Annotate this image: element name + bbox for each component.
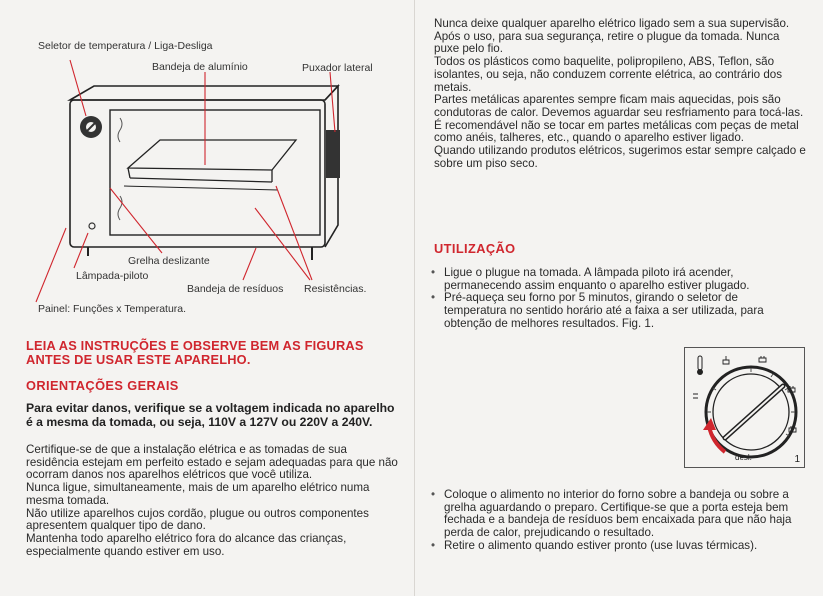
paragraph: É recomendável não se tocar em partes metálicas com peças de metal como anéis, talheres, etc., quando o aparelho estiver ligado. <box>434 118 799 145</box>
label-tray: Bandeja de alumínio <box>152 61 248 73</box>
figure-number: 1 <box>794 454 800 465</box>
label-pilot: Lâmpada-piloto <box>76 270 149 282</box>
paragraph: Após o uso, para sua segurança, retire o plugue da tomada. Nunca puxe pelo fio. <box>434 29 780 56</box>
paragraph: Nunca deixe qualquer aparelho elétrico ligado sem a sua supervisão. <box>434 17 790 30</box>
paragraph: Quando utilizando produtos elétricos, sugerimos estar sempre calçado e sobre um piso seco. <box>434 144 806 170</box>
paragraph: Nunca ligue, simultaneamente, mais de um aparelho elétrico numa mesma tomada. <box>26 481 370 507</box>
section-title-usage: UTILIZAÇÃO <box>434 241 516 256</box>
label-panel: Painel: Funções x Temperatura. <box>38 303 187 315</box>
paragraph: Não utilize aparelhos cujos cordão, plugue ou outros componentes apresentem qualquer tipo de dano. <box>26 506 369 533</box>
voltage-warning: Para evitar danos, verifique se a voltagem indicada no aparelho é a mesma da tomada, ou seja, 110V a 127V ou 220V a 240V. <box>26 401 395 429</box>
usage-bullets-bottom <box>430 489 802 553</box>
list-item: • Pré-aqueça seu forno por 5 minutos, girando o seletor de temperatura no sentido horário até a faixa a ser utilizada, para obtenção de melhores resultados. Fig. 1. <box>430 292 800 330</box>
off-label: desl. <box>735 453 752 462</box>
label-handle: Puxador lateral <box>302 62 373 74</box>
page-divider <box>414 0 415 596</box>
figure-dial <box>684 347 805 468</box>
label-resistances: Resistências. <box>304 283 367 295</box>
paragraph: Partes metálicas aparentes sempre ficam mais aquecidas, pois são condutoras de calor. Devemos aguardar seu resfriamento para tocá-las. <box>434 93 804 119</box>
paragraph: Todos os plásticos como baquelite, polipropileno, ABS, Teflon, são isolantes, ou seja, não conduzem corrente elétrica, ao contrário dos metais. <box>434 55 783 94</box>
label-crumb-tray: Bandeja de resíduos <box>187 283 284 295</box>
label-grill: Grelha deslizante <box>128 255 210 267</box>
list-item: • Coloque o alimento no interior do forno sobre a bandeja ou sobre a grelha aguardando o preparo. Certifique-se que a porta esteja bem fechada e a bandeja de resíduos bem encaixada para que não haja perda de calor, prejudicando o resultado. <box>430 489 802 540</box>
thermometer-icon <box>697 356 703 375</box>
warning-heading: LEIA AS INSTRUÇÕES E OBSERVE BEM AS FIGURAS ANTES DE USAR ESTE APARELHO. <box>26 338 364 367</box>
pilot-lamp <box>89 223 95 229</box>
paragraph: Mantenha todo aparelho elétrico fora do alcance das crianças, especialmente quando estiver em uso. <box>26 531 347 558</box>
general-paragraphs <box>26 444 398 558</box>
section-title-general: ORIENTAÇÕES GERAIS <box>26 378 179 393</box>
list-item: • Retire o alimento quando estiver pronto (use luvas térmicas). <box>430 540 802 553</box>
list-item: • Ligue o plugue na tomada. A lâmpada piloto irá acender, permanecendo assim enquanto o aparelho estiver plugado. <box>430 267 800 292</box>
paragraph: Certifique-se de que a instalação elétrica e as tomadas de sua residência estejam em perfeito estado e sejam adequadas para que não ocorram danos nos aparelhos elétricos que você utiliza. <box>26 443 398 482</box>
label-selector: Seletor de temperatura / Liga-Desliga <box>38 40 213 52</box>
safety-paragraphs <box>434 18 806 170</box>
usage-bullets-top <box>430 267 800 331</box>
